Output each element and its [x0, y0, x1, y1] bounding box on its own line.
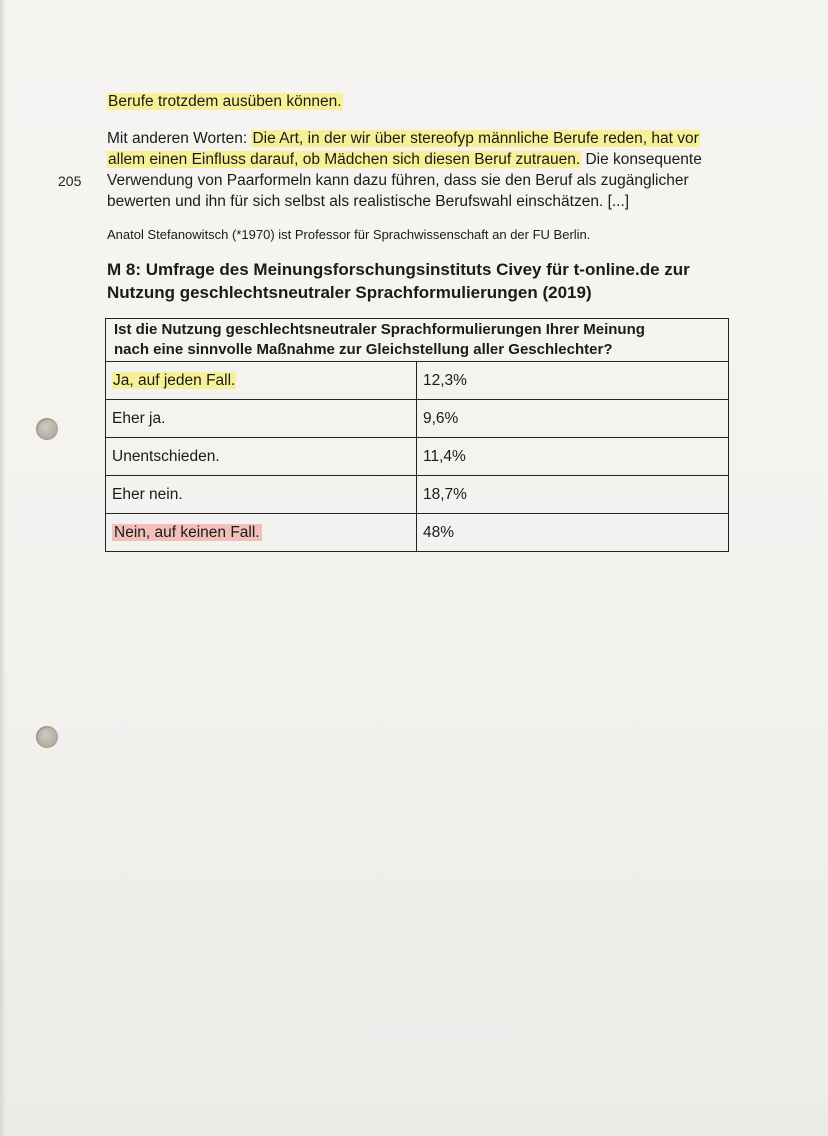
line-number: 205 — [58, 173, 82, 189]
answer-cell: Eher ja. — [106, 400, 417, 438]
intro-line-text: Berufe trotzdem ausüben können. — [108, 93, 342, 110]
paragraph-line-2-highlight: allem einen Einfluss darauf, ob Mädchen sich diesen Beruf zutrauen. — [108, 151, 581, 168]
paragraph-line-1 — [107, 128, 700, 149]
percent-cell: 9,6% — [417, 400, 729, 438]
source-note: Anatol Stefanowitsch (*1970) ist Professor für Sprachwissenschaft an der FU Berlin. — [107, 227, 591, 242]
punch-hole-top — [36, 418, 58, 440]
percent-cell: 18,7% — [417, 476, 729, 514]
table-row — [106, 438, 729, 476]
percent-cell: 11,4% — [417, 438, 729, 476]
survey-table — [105, 318, 729, 552]
heading-line-2: Nutzung geschlechtsneutraler Sprachformulierungen (2019) — [107, 283, 592, 302]
intro-line — [107, 91, 343, 112]
material-heading — [107, 258, 690, 304]
table-row — [106, 362, 729, 400]
answer-text: Ja, auf jeden Fall. — [113, 371, 236, 389]
survey-question-line-2: nach eine sinnvolle Maßnahme zur Gleichstellung aller Geschlechter? — [114, 341, 613, 358]
survey-question-row — [106, 319, 729, 362]
answer-cell — [106, 514, 417, 552]
paragraph-line-2 — [107, 149, 702, 170]
table-row — [106, 400, 729, 438]
answer-cell — [106, 362, 417, 400]
table-row — [106, 476, 729, 514]
percent-cell: 48% — [417, 514, 729, 552]
punch-hole-bottom — [36, 726, 58, 748]
paragraph-line-1-highlight: Die Art, in der wir über stereofyp männliche Berufe reden, hat vor — [252, 130, 699, 147]
paragraph-line-4: bewerten und ihn für sich selbst als realistische Berufswahl einschätzen. [...] — [107, 193, 630, 210]
survey-question — [106, 319, 729, 362]
answer-cell: Eher nein. — [106, 476, 417, 514]
survey-question-line-1: Ist die Nutzung geschlechtsneutraler Sprachformulierungen Ihrer Meinung — [114, 321, 645, 338]
heading-line-1: M 8: Umfrage des Meinungsforschungsinstituts Civey für t-online.de zur — [107, 260, 690, 279]
paper-edge — [0, 0, 6, 1136]
paragraph-line-1-start: Mit anderen Worten: — [107, 130, 252, 147]
paragraph-line-2-end: Die konsequente — [581, 151, 702, 168]
answer-cell: Unentschieden. — [106, 438, 417, 476]
paragraph-line-3: Verwendung von Paarformeln kann dazu führen, dass sie den Beruf als zugänglicher — [107, 172, 689, 189]
answer-text: Nein, auf keinen Fall. — [114, 523, 260, 541]
percent-cell: 12,3% — [417, 362, 729, 400]
table-row — [106, 514, 729, 552]
